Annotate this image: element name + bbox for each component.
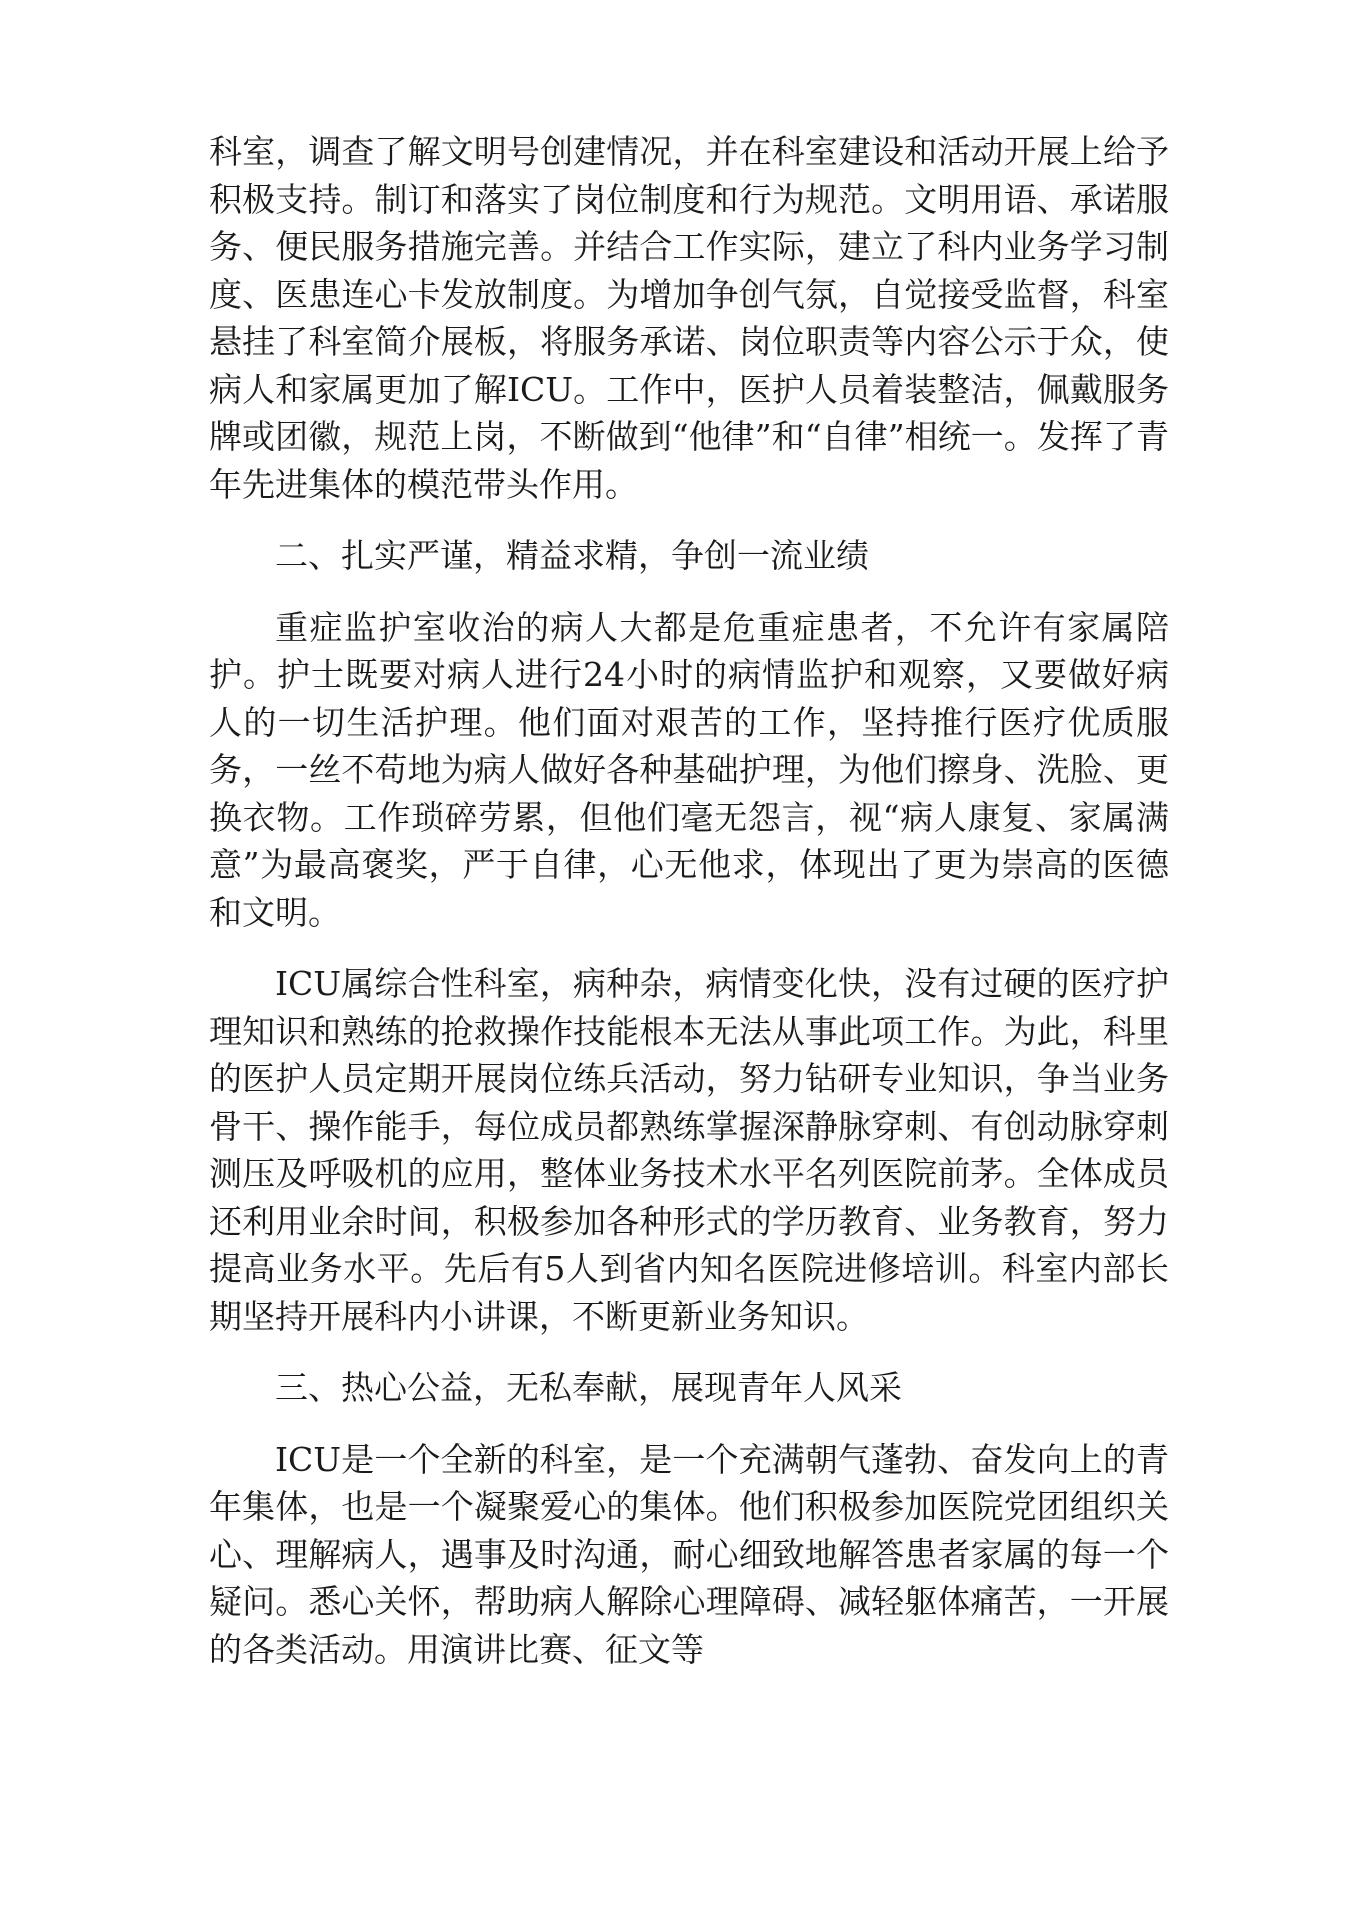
section-heading-2: 二、扎实严谨，精益求精，争创一流业绩: [275, 536, 869, 575]
paragraph-icu-team: ICU是一个全新的科室，是一个充满朝气蓬勃、奋发向上的青年集体，也是一个凝聚爱心的集体。他们积极参加医院党团组织关心、理解病人，遇事及时沟通，耐心细致地解答患者家属的每一个疑问。悉心关怀，帮助病人解除心理障碍、减轻躯体痛苦，一开展的各类活动。用演讲比赛、征文等: [209, 1439, 1169, 1669]
paragraph-icu-care: 重症监护室收治的病人大都是危重症患者，不允许有家属陪护。护士既要对病人进行24小时的病情监护和观察，又要做好病人的一切生活护理。他们面对艰苦的工作，坚持推行医疗优质服务，一丝不苟地为病人做好各种基础护理，为他们擦身、洗脸、更换衣物。工作琐碎劳累，但他们毫无怨言，视“病人康复、家属满意”为最高褒奖，严于自律，心无他求，体现出了更为崇高的医德和文明。: [209, 607, 1169, 932]
paragraph-continued: 科室，调查了解文明号创建情况，并在科室建设和活动开展上给予积极支持。制订和落实了岗位制度和行为规范。文明用语、承诺服务、便民服务措施完善。并结合工作实际，建立了科内业务学习制度、医患连心卡发放制度。为增加争创气氛，自觉接受监督，科室悬挂了科室简介展板，将服务承诺、岗位职责等内容公示于众，使病人和家属更加了解ICU。工作中，医护人员着装整洁，佩戴服务牌或团徽，规范上岗，不断做到“他律”和“自律”相统一。发挥了青年先进集体的模范带头作用。: [209, 132, 1169, 504]
document-body: [209, 128, 1169, 1697]
section-heading-3: 三、热心公益，无私奉献，展现青年人风采: [275, 1368, 902, 1407]
paragraph-icu-skills: ICU属综合性科室，病种杂，病情变化快，没有过硬的医疗护理知识和熟练的抢救操作技能根本无法从事此项工作。为此，科里的医护人员定期开展岗位练兵活动，努力钻研专业知识，争当业务骨干、操作能手，每位成员都熟练掌握深静脉穿刺、有创动脉穿刺测压及呼吸机的应用，整体业务技术水平名列医院前茅。全体成员还利用业余时间，积极参加各种形式的学历教育、业务教育，努力提高业务水平。先后有5人到省内知名医院进修培训。科室内部长期坚持开展科内小讲课，不断更新业务知识。: [209, 964, 1169, 1336]
